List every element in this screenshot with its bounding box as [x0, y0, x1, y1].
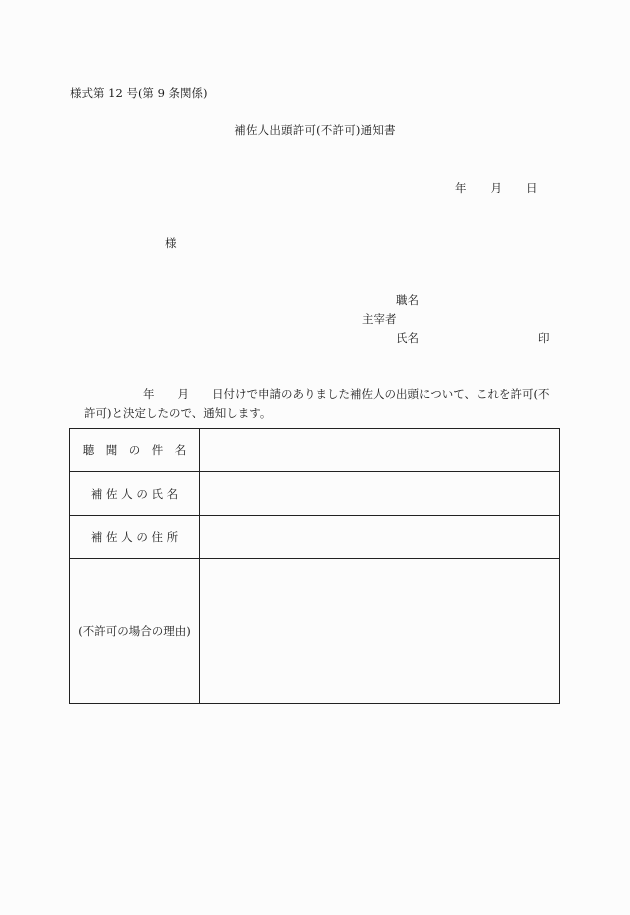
date-month-label: 月 [490, 181, 502, 195]
sender-organizer-label: 主宰者 [362, 312, 397, 326]
body-text-line-2: 許可)と決定したので、通知します。 [84, 406, 272, 420]
hearing-subject-field[interactable] [200, 429, 560, 472]
assistant-address-label: 補 佐 人 の 住 所 [70, 516, 200, 559]
addressee-honorific: 様 [165, 236, 177, 250]
date-line [455, 180, 538, 196]
document-title: 補佐人出頭許可(不許可)通知書 [234, 123, 396, 137]
assistant-name-label: 補 佐 人 の 氏 名 [70, 472, 200, 516]
sender-job-title-label: 職名 [396, 293, 419, 307]
assistant-name-field[interactable] [200, 472, 560, 516]
form-number: 様式第 12 号(第 9 条関係) [70, 86, 208, 100]
rejection-reason-field[interactable] [200, 559, 560, 704]
table-row-assistant-address [70, 516, 560, 559]
hearing-info-table [69, 428, 560, 704]
table-row-assistant-name [70, 472, 560, 516]
rejection-reason-label: (不許可の場合の理由) [70, 559, 200, 704]
date-day-label: 日 [526, 181, 538, 195]
hearing-subject-label: 聴 聞 の 件 名 [70, 429, 200, 472]
assistant-address-field[interactable] [200, 516, 560, 559]
sender-name-label: 氏名 [396, 331, 419, 345]
table-row-rejection-reason [70, 559, 560, 704]
table-row-hearing-subject [70, 429, 560, 472]
body-text-line-1: 年 月 日付けで申請のありました補佐人の出頭について、これを許可(不 [143, 387, 550, 401]
date-year-label: 年 [455, 181, 467, 195]
seal-mark: 印 [538, 331, 550, 345]
